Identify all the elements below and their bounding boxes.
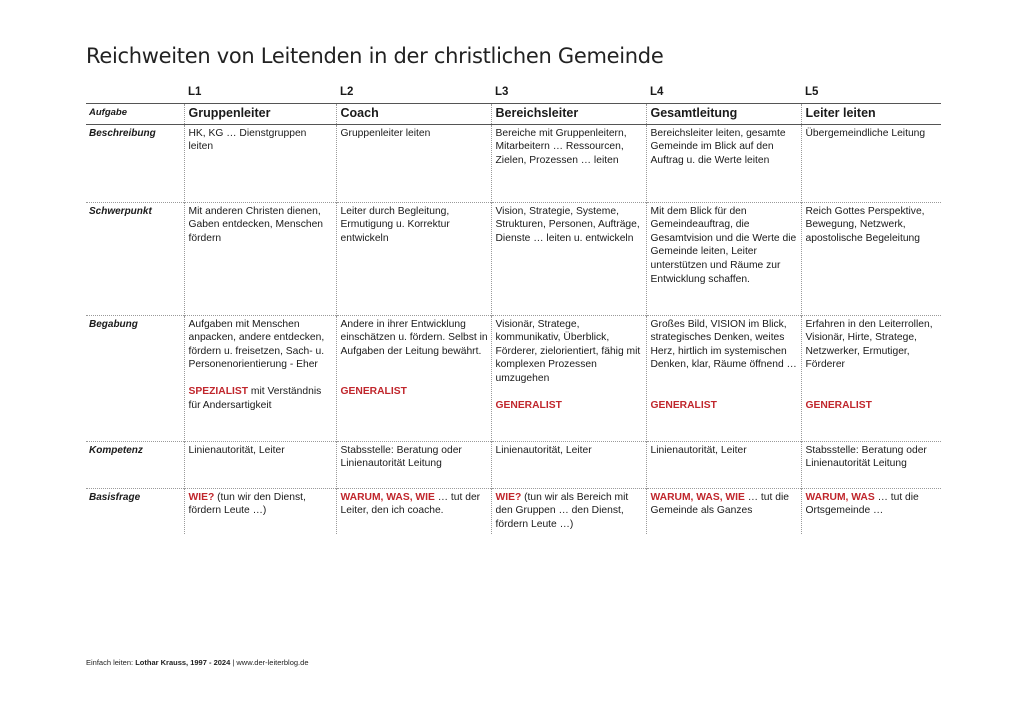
basisfrage-emph-l2: WARUM, WAS, WIE	[340, 491, 435, 503]
begabung-type-l4: GENERALIST	[650, 399, 717, 411]
begabung-text-l2: Andere in ihrer Entwicklung einschätzen u. fördern. Selbst in Aufgaben der Leitung bewährt.	[340, 318, 488, 357]
leadership-table	[86, 84, 941, 534]
cell-schwerpunkt-l2: Leiter durch Begleitung, Ermutigung u. Korrektur entwickeln	[336, 202, 491, 315]
page-title: Reichweiten von Leitenden in der christlichen Gemeinde	[86, 44, 664, 68]
cell-schwerpunkt-l4: Mit dem Blick für den Gemeindeauftrag, die Gesamtvision und die Werte die Gemeinde leiten, Leiter unterstützen und Räume zur Entwicklung schaffen.	[646, 202, 801, 315]
cell-kompetenz-l3: Linienautorität, Leiter	[491, 441, 646, 488]
cell-beschreibung-l1: HK, KG … Dienstgruppen leiten	[184, 124, 336, 202]
begabung-type-l2: GENERALIST	[340, 386, 407, 398]
basisfrage-text-l1: (tun wir den Dienst, fördern Leute …)	[188, 491, 306, 517]
level-header-l3: L3	[495, 86, 509, 98]
cell-aufgabe-l3: Bereichsleiter	[491, 104, 646, 125]
level-header-l2: L2	[340, 86, 354, 98]
cell-basisfrage-l4	[646, 488, 801, 534]
row-schwerpunkt	[86, 202, 941, 315]
row-label-aufgabe: Aufgabe	[86, 104, 184, 125]
cell-beschreibung-l5: Übergemeindliche Leitung	[801, 124, 941, 202]
cell-aufgabe-l4: Gesamtleitung	[646, 104, 801, 125]
cell-aufgabe-l2: Coach	[336, 104, 491, 125]
footer	[86, 658, 308, 667]
cell-schwerpunkt-l3: Vision, Strategie, Systeme, Strukturen, Personen, Aufträge, Dienste … leiten u. entwickeln	[491, 202, 646, 315]
begabung-text-l4: Großes Bild, VISION im Blick, strategisches Denken, weites Herz, hirtlich im systemischen Denken, klar, Räume öffnend …	[650, 318, 797, 371]
cell-kompetenz-l4: Linienautorität, Leiter	[646, 441, 801, 488]
cell-begabung-l5	[801, 315, 941, 441]
cell-aufgabe-l1: Gruppenleiter	[184, 104, 336, 125]
begabung-type-l3: GENERALIST	[495, 399, 562, 411]
cell-basisfrage-l5	[801, 488, 941, 534]
begabung-text-l1: Aufgaben mit Menschen anpacken, andere entdecken, fördern u. freisetzen, Sach- u. Personenorientierung - Eher	[188, 318, 325, 371]
basisfrage-emph-l3: WIE?	[495, 491, 522, 503]
cell-kompetenz-l1: Linienautorität, Leiter	[184, 441, 336, 488]
begabung-type-l1	[189, 385, 334, 412]
level-header-l5: L5	[805, 86, 819, 98]
cell-kompetenz-l2: Stabsstelle: Beratung oder Linienautorität Leitung	[336, 441, 491, 488]
row-aufgabe	[86, 104, 941, 125]
basisfrage-text-l4: … tut die Gemeinde als Ganzes	[650, 491, 789, 517]
level-header-l1: L1	[188, 86, 202, 98]
begabung-text-l3: Visionär, Stratege, kommunikativ, Überblick, Förderer, zielorientiert, fähig mit komplexen Prozessen umzugehen	[495, 318, 641, 384]
begabung-type-l5: GENERALIST	[805, 399, 872, 411]
cell-begabung-l1	[184, 315, 336, 441]
row-label-basisfrage: Basisfrage	[86, 488, 184, 534]
cell-schwerpunkt-l5: Reich Gottes Perspektive, Bewegung, Netzwerk, apostolische Begeleitung	[801, 202, 941, 315]
basisfrage-emph-l5: WARUM, WAS	[805, 491, 875, 503]
footer-prefix: Einfach leiten:	[86, 658, 136, 667]
cell-basisfrage-l3	[491, 488, 646, 534]
cell-schwerpunkt-l1: Mit anderen Christen dienen, Gaben entdecken, Menschen fördern	[184, 202, 336, 315]
footer-author: Lothar Krauss, 1997 - 2024	[135, 658, 231, 667]
row-label-kompetenz: Kompetenz	[86, 441, 184, 488]
cell-kompetenz-l5: Stabsstelle: Beratung oder Linienautorität Leitung	[801, 441, 941, 488]
row-begabung	[86, 315, 941, 441]
basisfrage-text-l3: (tun wir als Bereich mit den Gruppen … den Dienst, fördern Leute …)	[495, 491, 629, 530]
cell-basisfrage-l1	[184, 488, 336, 534]
cell-begabung-l4	[646, 315, 801, 441]
footer-link-text: | www.der-leiterblog.de	[230, 658, 309, 667]
row-basisfrage	[86, 488, 941, 534]
basisfrage-text-l5: … tut die Ortsgemeinde …	[805, 491, 919, 517]
cell-beschreibung-l4: Bereichsleiter leiten, gesamte Gemeinde im Blick auf den Auftrag u. die Werte leiten	[646, 124, 801, 202]
level-header-l4: L4	[650, 86, 664, 98]
row-label-begabung: Begabung	[86, 315, 184, 441]
basisfrage-text-l2: … tut der Leiter, den ich coache.	[340, 491, 481, 517]
row-beschreibung	[86, 124, 941, 202]
begabung-type-note-l1: mit Verständnis für Andersartigkeit	[188, 385, 322, 411]
basisfrage-emph-l4: WARUM, WAS, WIE	[650, 491, 745, 503]
cell-beschreibung-l2: Gruppenleiter leiten	[336, 124, 491, 202]
corner-cell	[86, 84, 184, 104]
cell-beschreibung-l3: Bereiche mit Gruppenleitern, Mitarbeitern … Ressourcen, Zielen, Prozessen … leiten	[491, 124, 646, 202]
basisfrage-emph-l1: WIE?	[188, 491, 215, 503]
row-label-beschreibung: Beschreibung	[89, 127, 156, 139]
begabung-type-label-l1: SPEZIALIST	[188, 385, 248, 397]
row-label-schwerpunkt: Schwerpunkt	[86, 202, 184, 315]
cell-begabung-l2	[336, 315, 491, 441]
cell-begabung-l3	[491, 315, 646, 441]
level-header-row	[86, 84, 941, 104]
begabung-text-l5: Erfahren in den Leiterrollen, Visionär, Hirte, Stratege, Netzwerker, Ermutiger, Förderer	[805, 318, 933, 371]
row-kompetenz	[86, 441, 941, 488]
cell-aufgabe-l5: Leiter leiten	[801, 104, 941, 125]
cell-basisfrage-l2	[336, 488, 491, 534]
